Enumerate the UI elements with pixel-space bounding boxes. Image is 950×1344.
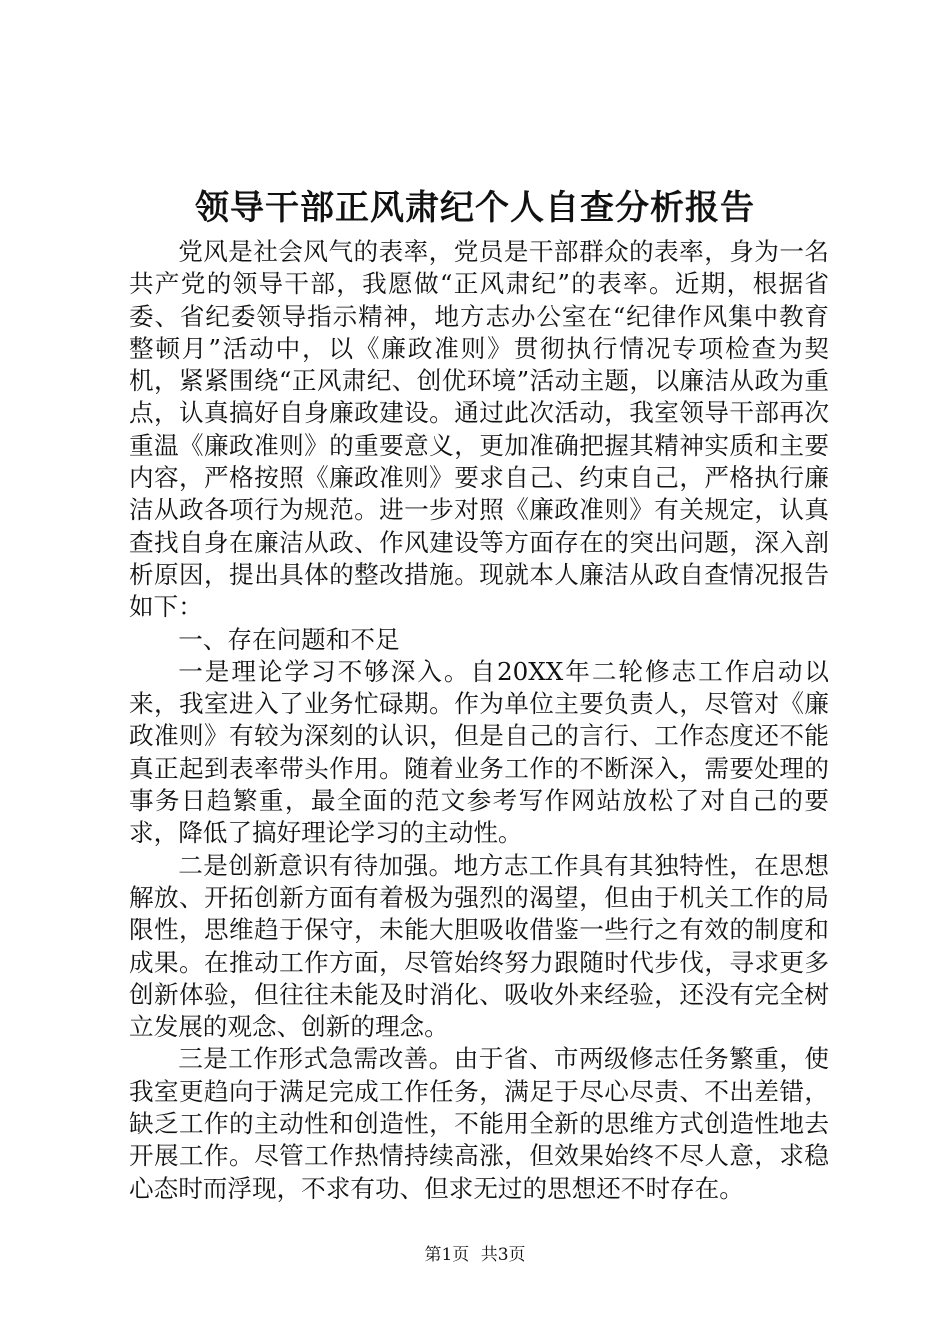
- document-body: [129, 236, 829, 1205]
- paragraph-point-3: 三是工作形式急需改善。由于省、市两级修志任务繁重，使我室更趋向于满足完成工作任务，满足于尽心尽责、不出差错，缺乏工作的主动性和创造性，不能用全新的思维方式创造性地去开展工作。尽管工作热情持续高涨，但效果始终不尽人意，求稳心态时而浮现，不求有功、但求无过的思想还不时存在。: [129, 1044, 829, 1203]
- page-total: 共3页: [480, 1245, 526, 1265]
- section-heading: 一、存在问题和不足: [178, 624, 400, 654]
- paragraph-intro: 党风是社会风气的表率，党员是干部群众的表率，身为一名共产党的领导干部，我愿做“正风肃纪”的表率。近期，根据省委、省纪委领导指示精神，地方志办公室在“纪律作风集中教育整顿月”活动中，以《廉政准则》贯彻执行情况专项检查为契机，紧紧围绕“正风肃纪、创优环境”活动主题，以廉洁从政为重点，认真搞好自身廉政建设。通过此次活动，我室领导干部再次重温《廉政准则》的重要意义，更加准确把握其精神实质和主要内容，严格按照《廉政准则》要求自己、约束自己，严格执行廉洁从政各项行为规范。进一步对照《廉政准则》有关规定，认真查找自身在廉洁从政、作风建设等方面存在的突出问题，深入剖析原因，提出具体的整改措施。现就本人廉洁从政自查情况报告如下：: [129, 237, 829, 622]
- page-footer: [0, 1243, 950, 1267]
- paragraph-point-1: 一是理论学习不够深入。自20XX年二轮修志工作启动以来，我室进入了业务忙碌期。作为单位主要负责人，尽管对《廉政准则》有较为深刻的认识，但是自己的言行、工作态度还不能真正起到表率带头作用。随着业务工作的不断深入，需要处理的事务日趋繁重，最全面的范文参考写作网站放松了对自己的要求，降低了搞好理论学习的主动性。: [129, 656, 829, 848]
- document-title: 领导干部正风肃纪个人自查分析报告: [195, 188, 755, 228]
- paragraph-point-2: 二是创新意识有待加强。地方志工作具有其独特性，在思想解放、开拓创新方面有着极为强烈的渴望，但由于机关工作的局限性，思维趋于保守，未能大胆吸收借鉴一些行之有效的制度和成果。在推动工作方面，尽管始终努力跟随时代步伐，寻求更多创新体验，但往往未能及时消化、吸收外来经验，还没有完全树立发展的观念、创新的理念。: [129, 850, 829, 1042]
- page-number: 第1页: [424, 1245, 470, 1265]
